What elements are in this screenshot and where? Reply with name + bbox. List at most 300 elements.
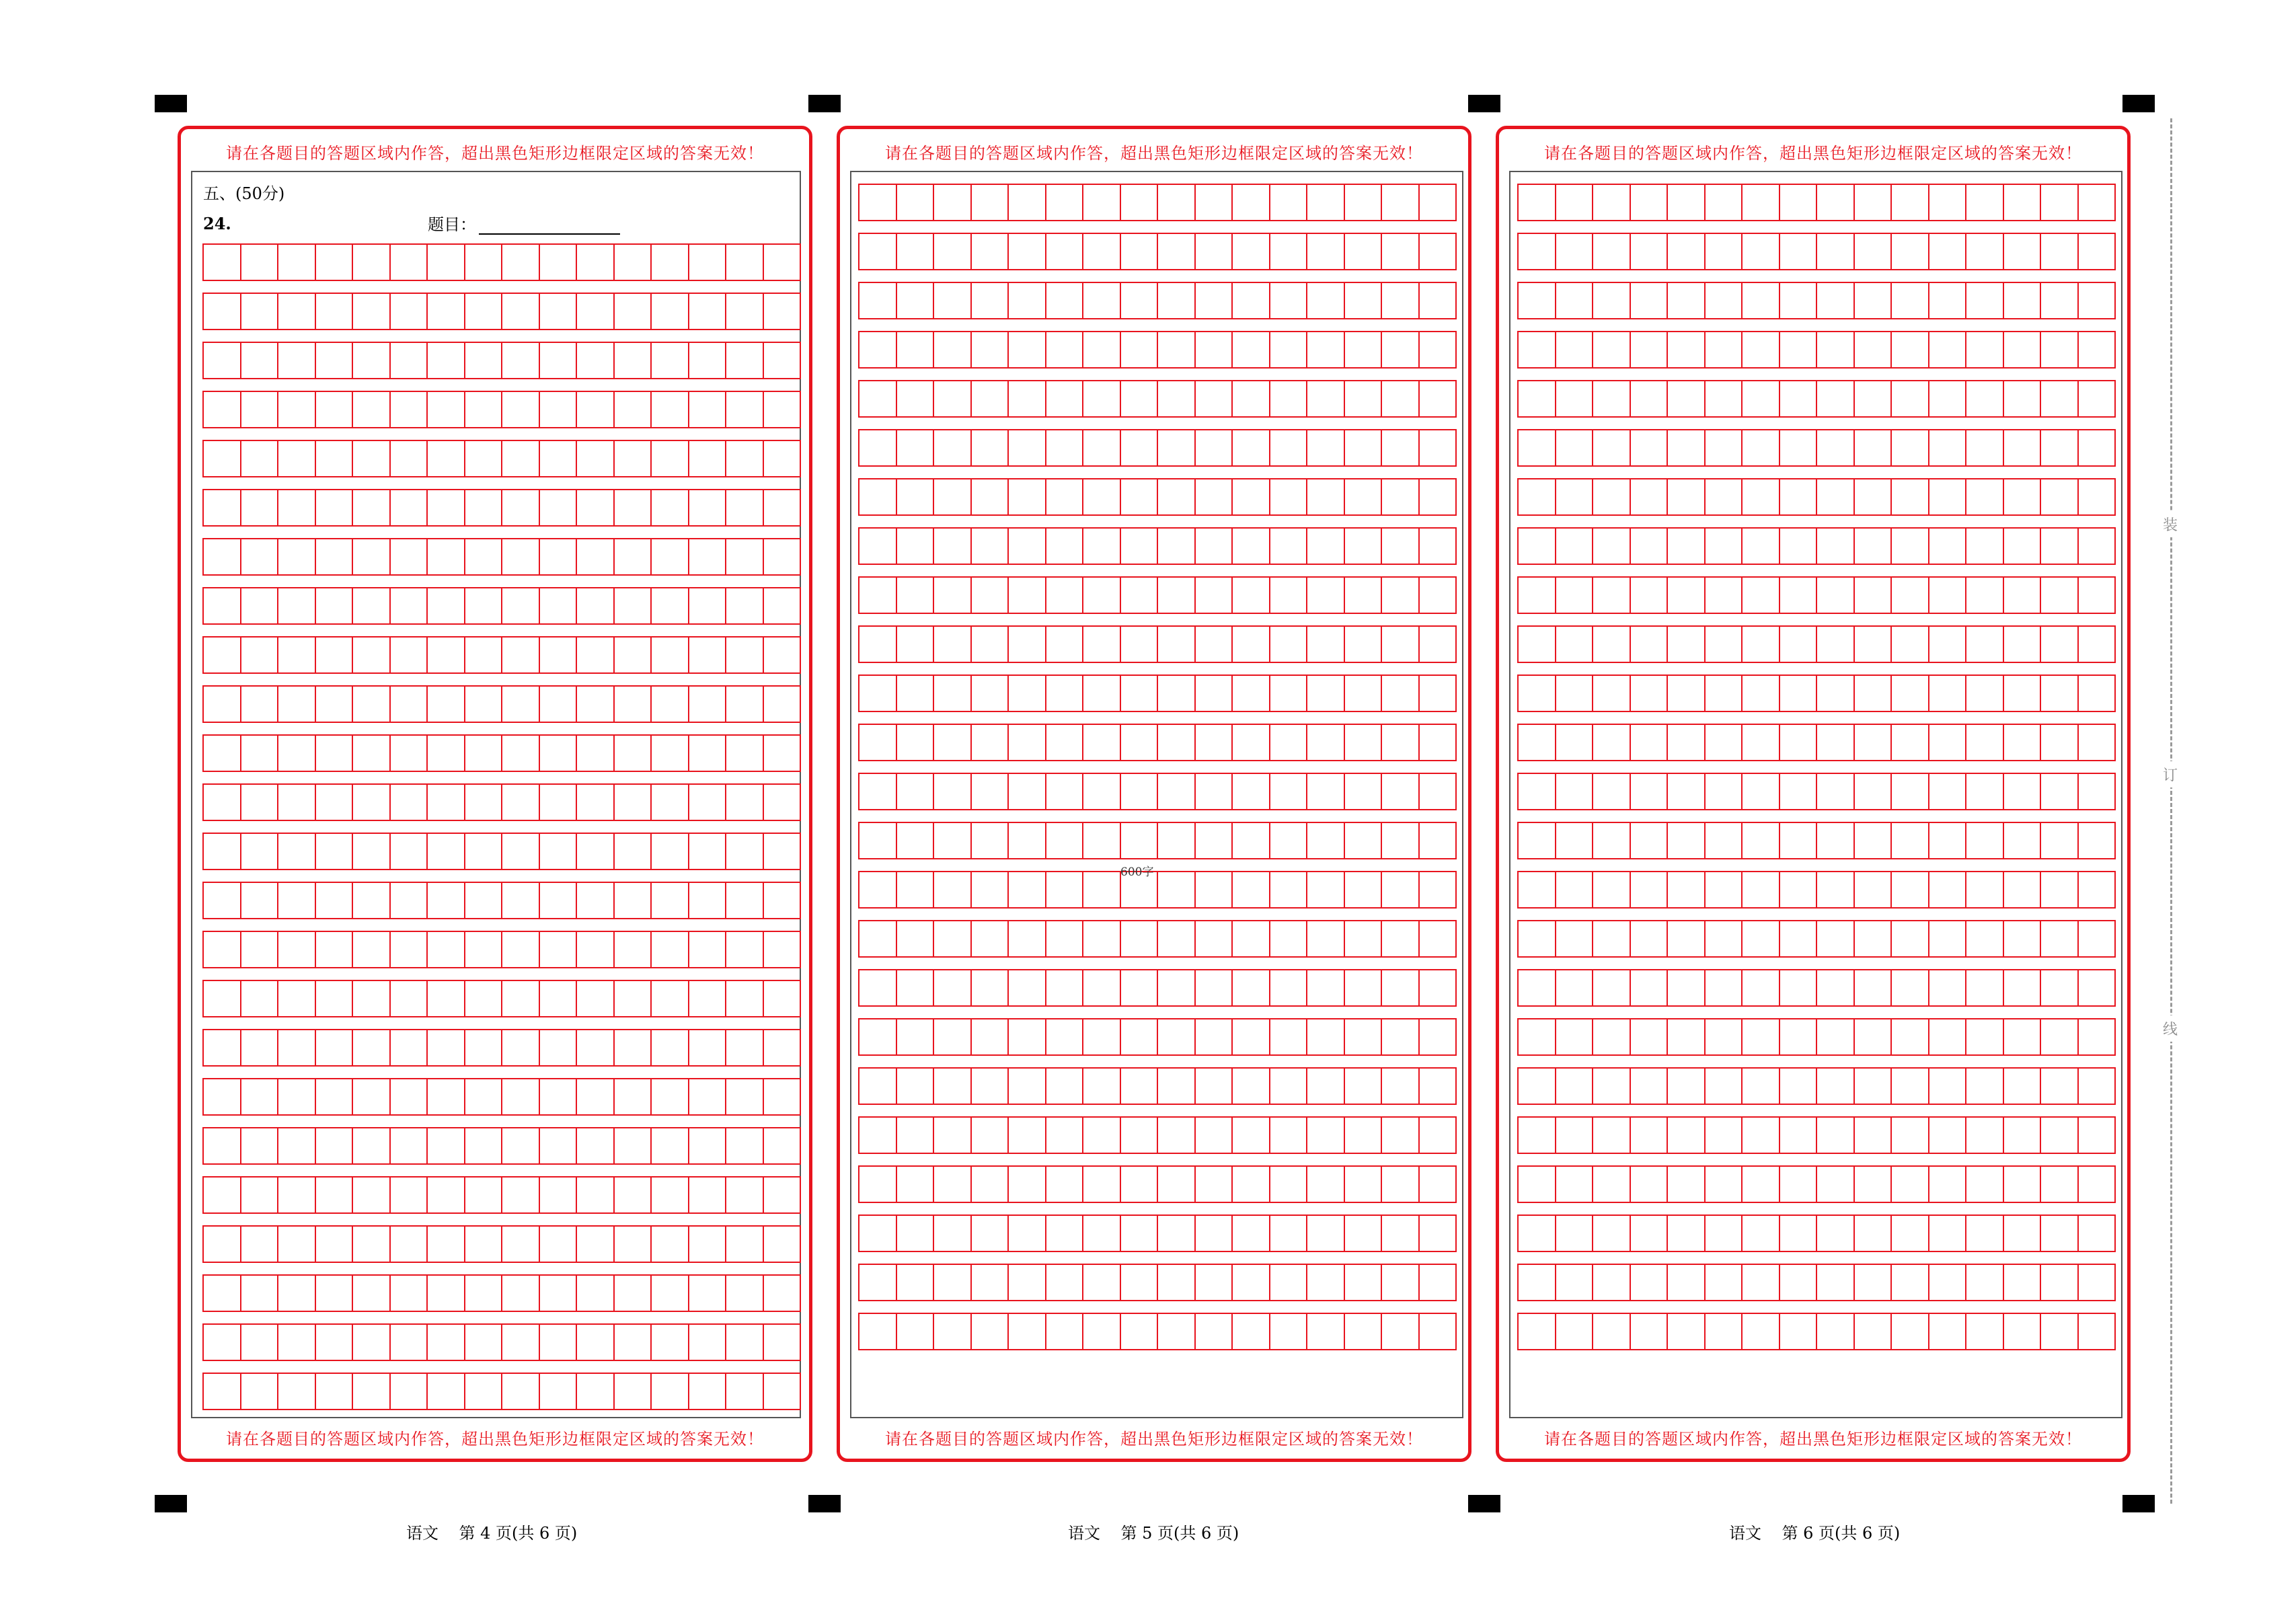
grid-cell[interactable]	[502, 294, 540, 329]
grid-cell[interactable]	[1345, 479, 1383, 514]
grid-cell[interactable]	[1009, 1216, 1046, 1251]
grid-cell[interactable]	[1009, 676, 1046, 711]
grid-cell[interactable]	[1743, 479, 1780, 514]
grid-cell[interactable]	[502, 490, 540, 525]
grid-cell[interactable]	[1046, 283, 1084, 318]
grid-cell[interactable]	[1420, 970, 1456, 1005]
grid-cell[interactable]	[1743, 627, 1780, 662]
grid-cell[interactable]	[540, 588, 578, 623]
grid-cell[interactable]	[1706, 970, 1743, 1005]
grid-cell[interactable]	[1270, 921, 1308, 956]
grid-cell[interactable]	[241, 343, 279, 378]
grid-cell[interactable]	[2041, 872, 2079, 907]
grid-cell[interactable]	[1420, 529, 1456, 564]
grid-cell[interactable]	[1855, 1216, 1892, 1251]
grid-cell[interactable]	[1158, 234, 1196, 269]
grid-cell[interactable]	[1196, 1118, 1233, 1153]
grid-cell[interactable]	[353, 687, 391, 722]
grid-cell[interactable]	[1270, 1167, 1308, 1202]
grid-cell[interactable]	[1519, 332, 1556, 367]
grid-cell[interactable]	[1121, 283, 1159, 318]
grid-cell[interactable]	[204, 1276, 241, 1311]
grid-cell[interactable]	[577, 392, 615, 427]
grid-cell[interactable]	[1046, 872, 1084, 907]
grid-cell[interactable]	[615, 294, 652, 329]
grid-cell[interactable]	[1420, 725, 1456, 760]
grid-cell[interactable]	[1083, 1314, 1121, 1349]
grid-cell[interactable]	[1855, 627, 1892, 662]
grid-cell[interactable]	[972, 823, 1009, 858]
grid-cell[interactable]	[316, 1079, 354, 1114]
grid-cell[interactable]	[241, 834, 279, 869]
grid-cell[interactable]	[1046, 381, 1084, 416]
grid-cell[interactable]	[391, 441, 428, 476]
grid-cell[interactable]	[2079, 676, 2115, 711]
grid-cell[interactable]	[353, 343, 391, 378]
grid-cell[interactable]	[1966, 872, 2004, 907]
grid-cell[interactable]	[1158, 970, 1196, 1005]
grid-cell[interactable]	[1009, 823, 1046, 858]
grid-cell[interactable]	[689, 687, 727, 722]
grid-cell[interactable]	[1929, 234, 1967, 269]
grid-cell[interactable]	[540, 834, 578, 869]
grid-cell[interactable]	[1046, 921, 1084, 956]
grid-cell[interactable]	[726, 883, 764, 918]
grid-cell[interactable]	[1892, 970, 1929, 1005]
grid-cell[interactable]	[1593, 1167, 1631, 1202]
grid-cell[interactable]	[2041, 479, 2079, 514]
grid-cell[interactable]	[652, 932, 689, 967]
grid-cell[interactable]	[428, 1079, 465, 1114]
grid-cell[interactable]	[689, 1276, 727, 1311]
grid-cell[interactable]	[652, 294, 689, 329]
grid-cell[interactable]	[972, 1019, 1009, 1054]
grid-cell[interactable]	[1233, 283, 1270, 318]
grid-cell[interactable]	[1345, 921, 1383, 956]
grid-cell[interactable]	[1083, 283, 1121, 318]
grid-cell[interactable]	[726, 1276, 764, 1311]
grid-cell[interactable]	[1631, 676, 1669, 711]
grid-cell[interactable]	[1233, 774, 1270, 809]
grid-cell[interactable]	[577, 490, 615, 525]
grid-cell[interactable]	[934, 578, 972, 613]
grid-cell[interactable]	[465, 1178, 503, 1212]
grid-cell[interactable]	[2041, 970, 2079, 1005]
grid-cell[interactable]	[241, 441, 279, 476]
grid-cell[interactable]	[1307, 430, 1345, 465]
grid-cell[interactable]	[1817, 1019, 1855, 1054]
grid-cell[interactable]	[1196, 1265, 1233, 1300]
grid-cell[interactable]	[1556, 479, 1594, 514]
grid-cell[interactable]	[1009, 479, 1046, 514]
grid-cell[interactable]	[1631, 1069, 1669, 1104]
grid-cell[interactable]	[934, 381, 972, 416]
grid-cell[interactable]	[726, 736, 764, 771]
grid-cell[interactable]	[316, 1178, 354, 1212]
grid-cell[interactable]	[278, 343, 316, 378]
grid-cell[interactable]	[1420, 1265, 1456, 1300]
grid-cell[interactable]	[1158, 1167, 1196, 1202]
grid-cell[interactable]	[2004, 381, 2042, 416]
grid-cell[interactable]	[1556, 1069, 1594, 1104]
grid-cell[interactable]	[1382, 1265, 1420, 1300]
grid-cell[interactable]	[1382, 381, 1420, 416]
grid-cell[interactable]	[1233, 725, 1270, 760]
grid-cell[interactable]	[1046, 1216, 1084, 1251]
grid-cell[interactable]	[2004, 578, 2042, 613]
grid-cell[interactable]	[764, 1030, 800, 1065]
grid-cell[interactable]	[859, 529, 897, 564]
grid-cell[interactable]	[1046, 479, 1084, 514]
grid-cell[interactable]	[615, 932, 652, 967]
grid-cell[interactable]	[1233, 872, 1270, 907]
grid-cell[interactable]	[1196, 430, 1233, 465]
grid-cell[interactable]	[1817, 479, 1855, 514]
grid-cell[interactable]	[2079, 774, 2115, 809]
grid-cell[interactable]	[859, 627, 897, 662]
grid-cell[interactable]	[1929, 479, 1967, 514]
grid-cell[interactable]	[1519, 529, 1556, 564]
grid-cell[interactable]	[1631, 529, 1669, 564]
grid-cell[interactable]	[1083, 1167, 1121, 1202]
grid-cell[interactable]	[316, 588, 354, 623]
grid-cell[interactable]	[1855, 332, 1892, 367]
grid-cell[interactable]	[1233, 1314, 1270, 1349]
grid-cell[interactable]	[278, 1178, 316, 1212]
grid-cell[interactable]	[1420, 1069, 1456, 1104]
grid-cell[interactable]	[1855, 1019, 1892, 1054]
grid-cell[interactable]	[1307, 578, 1345, 613]
grid-cell[interactable]	[540, 490, 578, 525]
grid-cell[interactable]	[204, 343, 241, 378]
grid-cell[interactable]	[1743, 332, 1780, 367]
grid-cell[interactable]	[502, 539, 540, 574]
grid-cell[interactable]	[391, 1374, 428, 1409]
grid-cell[interactable]	[972, 185, 1009, 220]
grid-cell[interactable]	[1046, 725, 1084, 760]
grid-cell[interactable]	[972, 725, 1009, 760]
grid-cell[interactable]	[1046, 970, 1084, 1005]
grid-cell[interactable]	[1420, 823, 1456, 858]
grid-cell[interactable]	[278, 932, 316, 967]
grid-cell[interactable]	[1593, 1314, 1631, 1349]
grid-cell[interactable]	[353, 539, 391, 574]
grid-cell[interactable]	[465, 294, 503, 329]
grid-cell[interactable]	[1929, 921, 1967, 956]
grid-cell[interactable]	[652, 392, 689, 427]
grid-cell[interactable]	[689, 1227, 727, 1262]
grid-cell[interactable]	[2004, 921, 2042, 956]
grid-cell[interactable]	[1593, 872, 1631, 907]
grid-cell[interactable]	[1892, 1265, 1929, 1300]
grid-cell[interactable]	[2079, 823, 2115, 858]
grid-cell[interactable]	[1593, 332, 1631, 367]
grid-cell[interactable]	[1631, 578, 1669, 613]
grid-cell[interactable]	[1780, 725, 1818, 760]
grid-cell[interactable]	[1382, 185, 1420, 220]
grid-cell[interactable]	[502, 785, 540, 820]
grid-cell[interactable]	[391, 1128, 428, 1163]
grid-cell[interactable]	[1345, 1118, 1383, 1153]
grid-cell[interactable]	[1929, 676, 1967, 711]
grid-cell[interactable]	[1892, 1118, 1929, 1153]
grid-cell[interactable]	[1158, 578, 1196, 613]
grid-cell[interactable]	[934, 529, 972, 564]
grid-cell[interactable]	[1929, 1265, 1967, 1300]
grid-cell[interactable]	[278, 1325, 316, 1360]
grid-cell[interactable]	[1270, 332, 1308, 367]
grid-cell[interactable]	[204, 1128, 241, 1163]
grid-cell[interactable]	[1668, 1216, 1706, 1251]
grid-cell[interactable]	[1706, 627, 1743, 662]
grid-cell[interactable]	[1158, 774, 1196, 809]
grid-cell[interactable]	[972, 1069, 1009, 1104]
grid-cell[interactable]	[1519, 283, 1556, 318]
grid-cell[interactable]	[1780, 970, 1818, 1005]
grid-cell[interactable]	[1345, 1167, 1383, 1202]
grid-cell[interactable]	[577, 1079, 615, 1114]
grid-cell[interactable]	[540, 392, 578, 427]
grid-cell[interactable]	[1270, 970, 1308, 1005]
grid-cell[interactable]	[1307, 283, 1345, 318]
grid-cell[interactable]	[577, 245, 615, 280]
grid-cell[interactable]	[615, 1178, 652, 1212]
grid-cell[interactable]	[204, 1079, 241, 1114]
grid-cell[interactable]	[391, 785, 428, 820]
grid-cell[interactable]	[764, 736, 800, 771]
grid-cell[interactable]	[428, 638, 465, 672]
grid-cell[interactable]	[278, 834, 316, 869]
grid-cell[interactable]	[897, 430, 935, 465]
grid-cell[interactable]	[278, 687, 316, 722]
grid-cell[interactable]	[2079, 970, 2115, 1005]
grid-cell[interactable]	[428, 1325, 465, 1360]
grid-cell[interactable]	[465, 441, 503, 476]
grid-cell[interactable]	[764, 1325, 800, 1360]
grid-cell[interactable]	[897, 1167, 935, 1202]
grid-cell[interactable]	[502, 687, 540, 722]
grid-cell[interactable]	[1593, 1019, 1631, 1054]
grid-cell[interactable]	[1966, 332, 2004, 367]
grid-cell[interactable]	[1668, 1314, 1706, 1349]
grid-cell[interactable]	[2041, 1167, 2079, 1202]
grid-cell[interactable]	[859, 676, 897, 711]
grid-cell[interactable]	[241, 294, 279, 329]
grid-cell[interactable]	[2004, 1216, 2042, 1251]
grid-cell[interactable]	[1233, 1167, 1270, 1202]
grid-cell[interactable]	[1929, 430, 1967, 465]
grid-cell[interactable]	[972, 234, 1009, 269]
grid-cell[interactable]	[1593, 676, 1631, 711]
grid-cell[interactable]	[1158, 1019, 1196, 1054]
grid-cell[interactable]	[689, 1128, 727, 1163]
grid-cell[interactable]	[859, 185, 897, 220]
grid-cell[interactable]	[278, 539, 316, 574]
grid-cell[interactable]	[1083, 529, 1121, 564]
grid-cell[interactable]	[502, 638, 540, 672]
grid-cell[interactable]	[428, 441, 465, 476]
grid-cell[interactable]	[652, 588, 689, 623]
grid-cell[interactable]	[726, 490, 764, 525]
grid-cell[interactable]	[1892, 872, 1929, 907]
grid-cell[interactable]	[540, 1325, 578, 1360]
grid-cell[interactable]	[1706, 1216, 1743, 1251]
grid-cell[interactable]	[1817, 578, 1855, 613]
grid-cell[interactable]	[859, 479, 897, 514]
grid-cell[interactable]	[241, 1374, 279, 1409]
grid-cell[interactable]	[1307, 627, 1345, 662]
grid-cell[interactable]	[934, 1314, 972, 1349]
grid-cell[interactable]	[428, 785, 465, 820]
grid-cell[interactable]	[1556, 676, 1594, 711]
grid-cell[interactable]	[1817, 1069, 1855, 1104]
grid-cell[interactable]	[1046, 774, 1084, 809]
grid-cell[interactable]	[1593, 1265, 1631, 1300]
grid-cell[interactable]	[1345, 234, 1383, 269]
grid-cell[interactable]	[615, 981, 652, 1016]
grid-cell[interactable]	[726, 1128, 764, 1163]
grid-cell[interactable]	[1892, 578, 1929, 613]
grid-cell[interactable]	[502, 1227, 540, 1262]
grid-cell[interactable]	[972, 676, 1009, 711]
grid-cell[interactable]	[2041, 1019, 2079, 1054]
grid-cell[interactable]	[1083, 823, 1121, 858]
grid-cell[interactable]	[615, 1325, 652, 1360]
grid-cell[interactable]	[278, 441, 316, 476]
grid-cell[interactable]	[1743, 430, 1780, 465]
grid-cell[interactable]	[1519, 479, 1556, 514]
grid-cell[interactable]	[391, 1227, 428, 1262]
grid-cell[interactable]	[428, 736, 465, 771]
grid-cell[interactable]	[2004, 1019, 2042, 1054]
grid-cell[interactable]	[1345, 529, 1383, 564]
grid-cell[interactable]	[465, 588, 503, 623]
grid-cell[interactable]	[726, 294, 764, 329]
grid-cell[interactable]	[1196, 774, 1233, 809]
grid-cell[interactable]	[1966, 479, 2004, 514]
grid-cell[interactable]	[2079, 479, 2115, 514]
grid-cell[interactable]	[689, 343, 727, 378]
grid-cell[interactable]	[1966, 1069, 2004, 1104]
grid-cell[interactable]	[1158, 1314, 1196, 1349]
grid-cell[interactable]	[465, 736, 503, 771]
grid-cell[interactable]	[502, 1178, 540, 1212]
grid-cell[interactable]	[428, 490, 465, 525]
grid-cell[interactable]	[1780, 1118, 1818, 1153]
grid-cell[interactable]	[428, 981, 465, 1016]
grid-cell[interactable]	[1780, 234, 1818, 269]
grid-cell[interactable]	[1631, 1118, 1669, 1153]
grid-cell[interactable]	[241, 736, 279, 771]
grid-cell[interactable]	[540, 1374, 578, 1409]
grid-cell[interactable]	[2079, 332, 2115, 367]
grid-cell[interactable]	[1929, 1069, 1967, 1104]
grid-cell[interactable]	[1929, 332, 1967, 367]
grid-cell[interactable]	[1929, 1314, 1967, 1349]
grid-cell[interactable]	[428, 1374, 465, 1409]
grid-cell[interactable]	[1345, 774, 1383, 809]
grid-cell[interactable]	[764, 1178, 800, 1212]
grid-cell[interactable]	[316, 1276, 354, 1311]
grid-cell[interactable]	[2079, 430, 2115, 465]
grid-cell[interactable]	[316, 539, 354, 574]
grid-cell[interactable]	[726, 588, 764, 623]
grid-cell[interactable]	[764, 490, 800, 525]
grid-cell[interactable]	[1345, 332, 1383, 367]
grid-cell[interactable]	[1519, 725, 1556, 760]
grid-cell[interactable]	[1121, 1118, 1159, 1153]
grid-cell[interactable]	[615, 638, 652, 672]
grid-cell[interactable]	[241, 1030, 279, 1065]
grid-cell[interactable]	[934, 332, 972, 367]
grid-cell[interactable]	[2041, 234, 2079, 269]
grid-cell[interactable]	[1855, 921, 1892, 956]
grid-cell[interactable]	[278, 1079, 316, 1114]
grid-cell[interactable]	[1593, 1069, 1631, 1104]
grid-cell[interactable]	[689, 981, 727, 1016]
grid-cell[interactable]	[934, 1118, 972, 1153]
grid-cell[interactable]	[1855, 1167, 1892, 1202]
grid-cell[interactable]	[391, 392, 428, 427]
grid-cell[interactable]	[615, 490, 652, 525]
grid-cell[interactable]	[1196, 234, 1233, 269]
grid-cell[interactable]	[1817, 430, 1855, 465]
grid-cell[interactable]	[1593, 283, 1631, 318]
grid-cell[interactable]	[2041, 283, 2079, 318]
grid-cell[interactable]	[1556, 921, 1594, 956]
grid-cell[interactable]	[1121, 1019, 1159, 1054]
grid-cell[interactable]	[1855, 1118, 1892, 1153]
grid-cell[interactable]	[1046, 529, 1084, 564]
grid-cell[interactable]	[1046, 1167, 1084, 1202]
grid-cell[interactable]	[1817, 332, 1855, 367]
grid-cell[interactable]	[1083, 1118, 1121, 1153]
grid-cell[interactable]	[278, 1128, 316, 1163]
grid-cell[interactable]	[1892, 1216, 1929, 1251]
grid-cell[interactable]	[1519, 1216, 1556, 1251]
grid-cell[interactable]	[1892, 823, 1929, 858]
grid-cell[interactable]	[1158, 332, 1196, 367]
grid-cell[interactable]	[353, 1178, 391, 1212]
grid-cell[interactable]	[1780, 676, 1818, 711]
grid-cell[interactable]	[1966, 676, 2004, 711]
grid-cell[interactable]	[1382, 872, 1420, 907]
grid-cell[interactable]	[1743, 529, 1780, 564]
grid-cell[interactable]	[1270, 1314, 1308, 1349]
grid-cell[interactable]	[1668, 774, 1706, 809]
grid-cell[interactable]	[577, 1325, 615, 1360]
grid-cell[interactable]	[1270, 725, 1308, 760]
grid-cell[interactable]	[278, 1030, 316, 1065]
grid-cell[interactable]	[2041, 1265, 2079, 1300]
grid-cell[interactable]	[577, 343, 615, 378]
grid-cell[interactable]	[353, 785, 391, 820]
grid-cell[interactable]	[859, 234, 897, 269]
grid-cell[interactable]	[1966, 430, 2004, 465]
grid-cell[interactable]	[1270, 185, 1308, 220]
grid-cell[interactable]	[1556, 430, 1594, 465]
grid-cell[interactable]	[2004, 872, 2042, 907]
grid-cell[interactable]	[1668, 1019, 1706, 1054]
grid-cell[interactable]	[1158, 872, 1196, 907]
grid-cell[interactable]	[2041, 332, 2079, 367]
grid-cell[interactable]	[1420, 676, 1456, 711]
grid-cell[interactable]	[1929, 578, 1967, 613]
grid-cell[interactable]	[1420, 1216, 1456, 1251]
grid-cell[interactable]	[1345, 185, 1383, 220]
grid-cell[interactable]	[1855, 578, 1892, 613]
grid-cell[interactable]	[689, 883, 727, 918]
